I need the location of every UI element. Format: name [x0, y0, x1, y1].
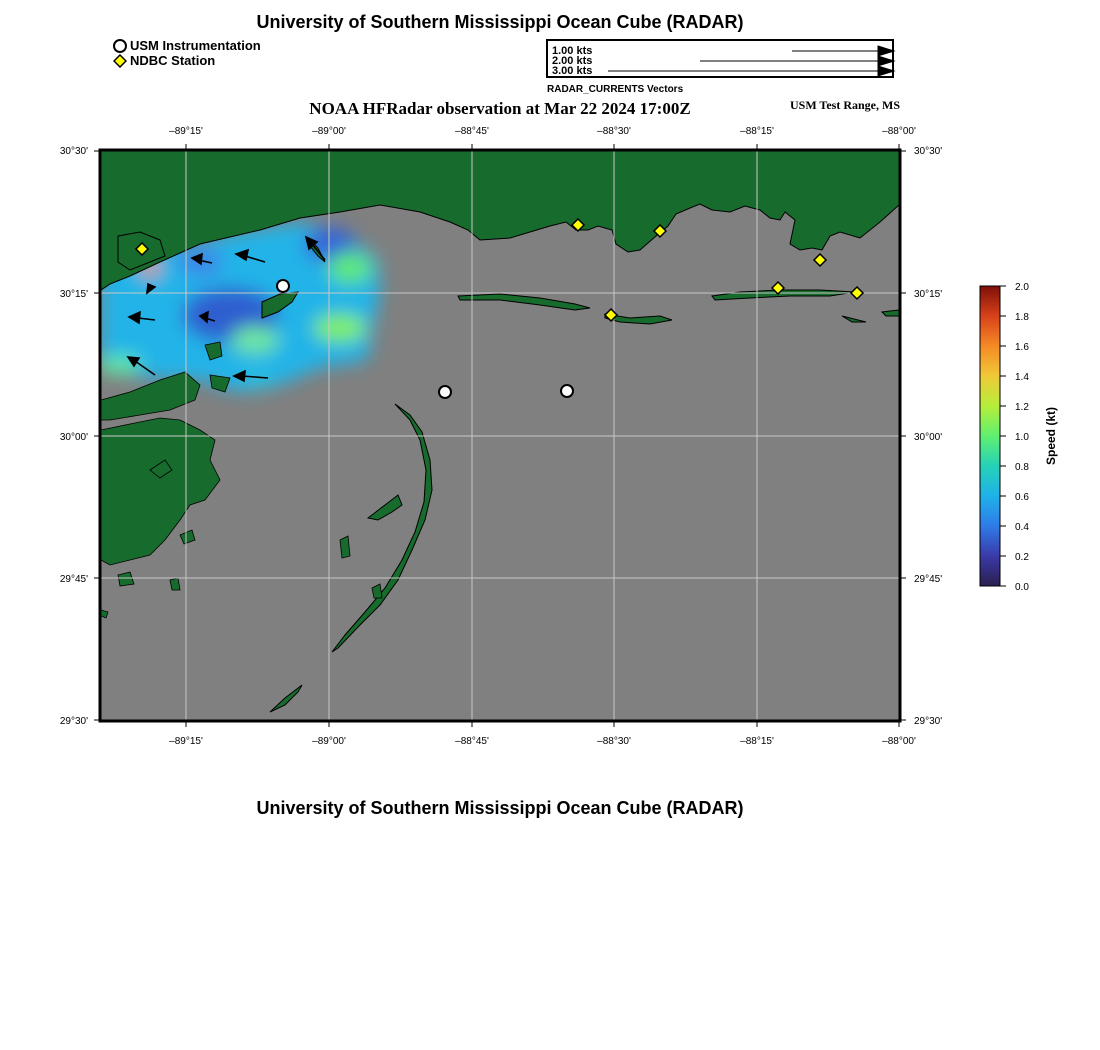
lat-tick-label: 30°00'	[59, 432, 88, 443]
colorbar	[980, 286, 1000, 586]
vector-key-label: 2.00 kts	[552, 55, 593, 67]
lat-tick-label: 29°45'	[914, 574, 943, 585]
legend-ndbc-label: NDBC Station	[130, 53, 216, 68]
lon-tick-label: –88°00'	[882, 126, 916, 137]
lon-tick-label: –88°30'	[597, 736, 631, 747]
vector-key-caption: RADAR_CURRENTS Vectors	[547, 84, 684, 95]
lon-tick-label: –88°15'	[740, 736, 774, 747]
lon-tick-label: –88°00'	[882, 736, 916, 747]
colorbar-title: Speed (kt)	[1044, 406, 1058, 466]
colorbar-tick-label: 0.6	[1015, 492, 1029, 503]
vector-key-label: 1.00 kts	[552, 45, 593, 57]
lat-tick-label: 30°15'	[59, 289, 88, 300]
colorbar-tick-label: 1.8	[1015, 312, 1029, 323]
lon-tick-label: –89°15'	[169, 126, 203, 137]
colorbar-ticks	[1000, 286, 1006, 586]
lat-tick-label: 29°30'	[914, 716, 943, 727]
vector-key-label: 3.00 kts	[552, 65, 593, 77]
colorbar-tick-label: 2.0	[1015, 282, 1029, 293]
range-label: USM Test Range, MS	[789, 98, 900, 112]
lat-tick-label: 30°00'	[914, 432, 943, 443]
lon-tick-label: –89°00'	[312, 736, 346, 747]
lon-tick-label: –88°45'	[455, 736, 489, 747]
colorbar-tick-label: 1.4	[1015, 372, 1029, 383]
lon-tick-label: –88°30'	[597, 126, 631, 137]
lat-tick-label: 29°30'	[59, 716, 88, 727]
colorbar-tick-label: 0.8	[1015, 462, 1029, 473]
figure-title: University of Southern Mississippi Ocean Cube (RADAR)	[256, 12, 744, 32]
observation-title: NOAA HFRadar observation at Mar 22 2024 17:00Z	[309, 99, 691, 118]
lon-tick-label: –89°00'	[312, 126, 346, 137]
lon-tick-label: –89°15'	[169, 736, 203, 747]
lon-tick-label: –88°45'	[455, 126, 489, 137]
colorbar-tick-label: 1.6	[1015, 342, 1029, 353]
lat-tick-label: 30°15'	[914, 289, 943, 300]
colorbar-tick-label: 0.4	[1015, 522, 1029, 533]
lat-tick-label: 29°45'	[59, 574, 88, 585]
lat-tick-label: 30°30'	[914, 146, 943, 157]
legend-usm-label: USM Instrumentation	[130, 38, 261, 53]
colorbar-tick-label: 1.0	[1015, 432, 1029, 443]
colorbar-tick-label: 0.2	[1015, 552, 1029, 563]
colorbar-tick-label: 1.2	[1015, 402, 1029, 413]
colorbar-tick-label: 0.0	[1015, 582, 1029, 593]
lon-tick-label: –88°15'	[740, 126, 774, 137]
figure-title-bottom: University of Southern Mississippi Ocean Cube (RADAR)	[256, 798, 744, 818]
lat-tick-label: 30°30'	[59, 146, 88, 157]
